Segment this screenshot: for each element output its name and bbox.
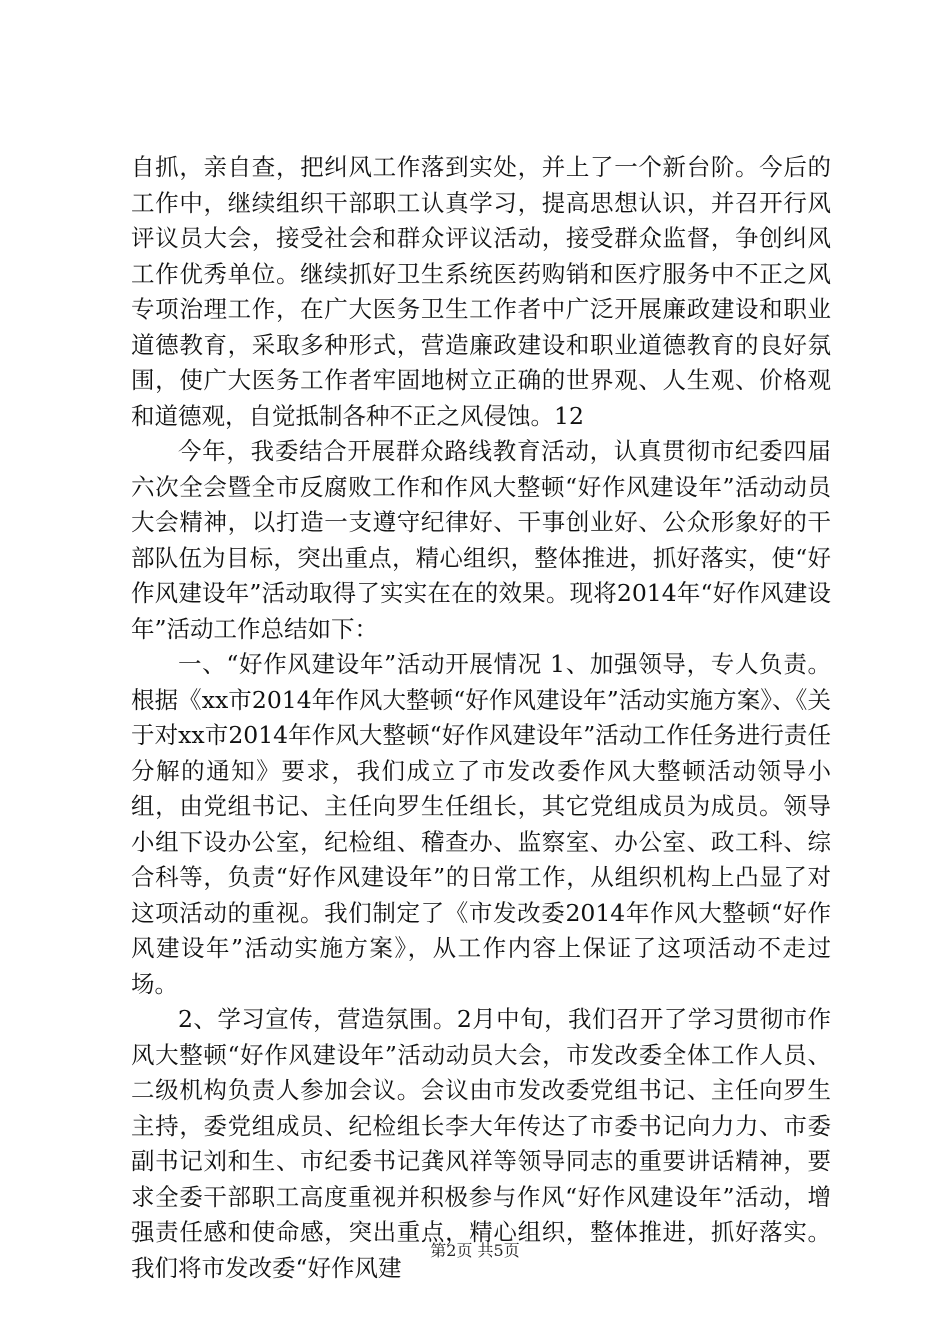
paragraph-2: 今年，我委结合开展群众路线教育活动，认真贯彻市纪委四届六次全会暨全市反腐败工作和作风大整顿“好作风建设年”活动动员大会精神，以打造一支遵守纪律好、干事创业好、公众形象好的干部队伍为目标，突出重点，精心组织，整体推进，抓好落实，使“好作风建设年”活动取得了实实在在的效果。现将2014年“好作风建设年”活动工作总结如下： [131, 437, 831, 643]
page-footer: 第2页 共5页 [430, 1241, 520, 1260]
paragraph-1: 自抓，亲自查，把纠风工作落到实处，并上了一个新台阶。今后的工作中，继续组织干部职工认真学习，提高思想认识，并召开行风评议员大会，接受社会和群众评议活动，接受群众监督，争创纠风工作优秀单位。继续抓好卫生系统医药购销和医疗服务中不正之风专项治理工作，在广大医务卫生工作者中广泛开展廉政建设和职业道德教育，采取多种形式，营造廉政建设和职业道德教育的良好氛围，使广大医务工作者牢固地树立正确的世界观、人生观、价格观和道德观，自觉抵制各种不正之风侵蚀。12 [131, 153, 831, 430]
paragraph-4: 2、学习宣传，营造氛围。2月中旬，我们召开了学习贯彻市作风大整顿“好作风建设年”活动动员大会，市发改委全体工作人员、二级机构负责人参加会议。会议由市发改委党组书记、主任向罗生主持，委党组成员、纪检组长李大年传达了市委书记向力力、市委副书记刘和生、市纪委书记龚风祥等领导同志的重要讲话精神，要求全委干部职工高度重视并积极参与作风“好作风建设年”活动，增强责任感和使命感，突出重点，精心组织，整体推进，抓好落实。我们将市发改委“好作风建 [131, 1005, 831, 1282]
document-body [131, 150, 831, 1286]
paragraph-3: 一、“好作风建设年”活动开展情况 1、加强领导，专人负责。根据《xx市2014年作风大整顿“好作风建设年”活动实施方案》、《关于对xx市2014年作风大整顿“好作风建设年”活动工作任务进行责任分解的通知》要求，我们成立了市发改委作风大整顿活动领导小组，由党组书记、主任向罗生任组长，其它党组成员为成员。领导小组下设办公室，纪检组、稽查办、监察室、办公室、政工科、综合科等，负责“好作风建设年”的日常工作，从组织机构上凸显了对这项活动的重视。我们制定了《市发改委2014年作风大整顿“好作风建设年”活动实施方案》，从工作内容上保证了这项活动不走过场。 [131, 650, 831, 998]
